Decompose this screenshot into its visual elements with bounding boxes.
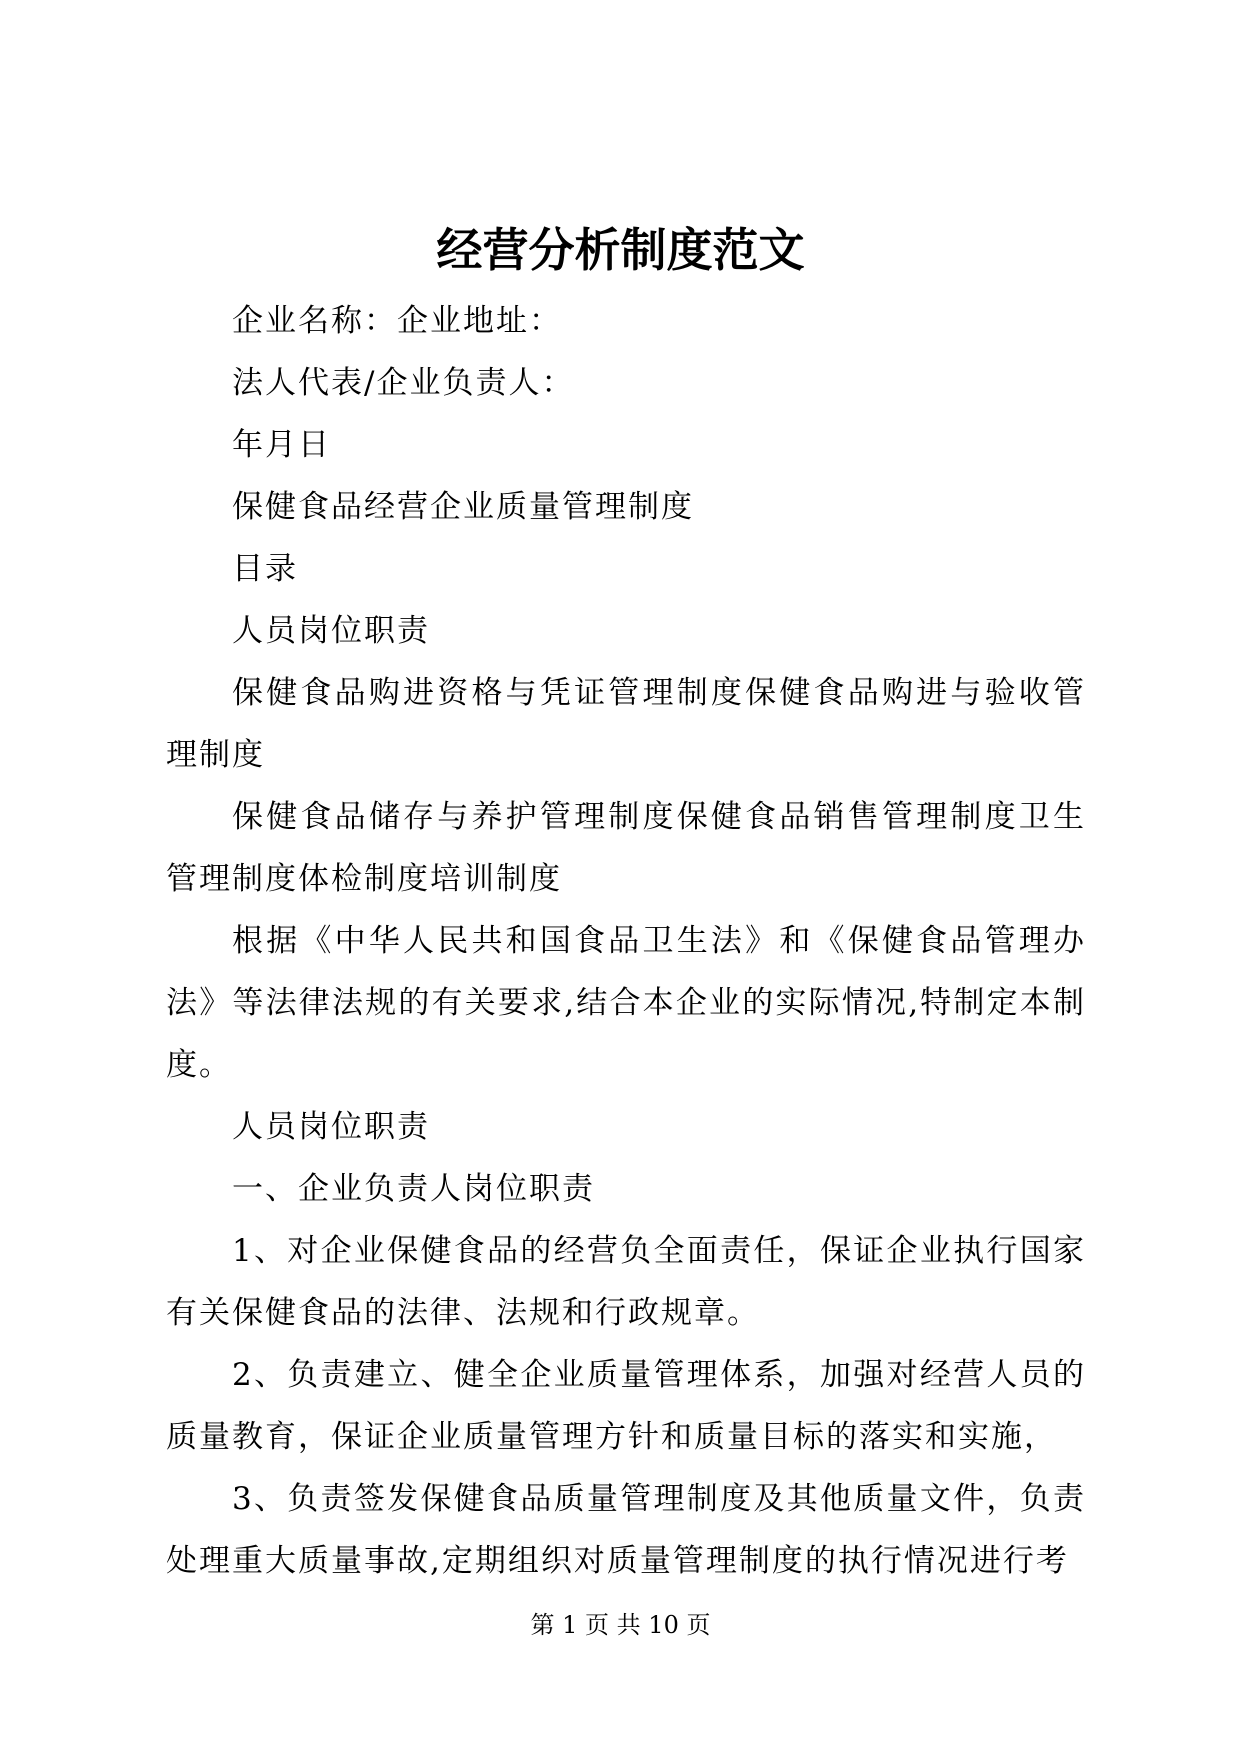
paragraph: 一、企业负责人岗位职责 <box>232 1171 595 1207</box>
paragraph: 3、负责签发保健食品质量管理制度及其他质量文件，负责处理重大质量事故,定期组织对质量管理制度的执行情况进行考 <box>166 1481 1086 1579</box>
document-body <box>166 290 1086 1592</box>
paragraph: 根据《中华人民共和国食品卫生法》和《保健食品管理办法》等法律法规的有关要求,结合本企业的实际情况,特制定本制度。 <box>166 923 1086 1083</box>
paragraph: 1、对企业保健食品的经营负全面责任，保证企业执行国家有关保健食品的法律、法规和行政规章。 <box>166 1233 1086 1331</box>
paragraph: 保健食品经营企业质量管理制度 <box>232 489 694 525</box>
paragraph: 人员岗位职责 <box>232 1109 430 1145</box>
paragraph: 保健食品购进资格与凭证管理制度保健食品购进与验收管理制度 <box>166 675 1086 773</box>
paragraph: 保健食品储存与养护管理制度保健食品销售管理制度卫生管理制度体检制度培训制度 <box>166 799 1086 897</box>
document-title: 经营分析制度范文 <box>436 223 805 277</box>
page-footer: 第 1 页 共 10 页 <box>530 1611 711 1639</box>
paragraph: 人员岗位职责 <box>232 613 430 649</box>
paragraph: 年月日 <box>232 427 331 463</box>
paragraph: 法人代表/企业负责人： <box>232 365 575 401</box>
paragraph: 企业名称：企业地址： <box>232 303 562 339</box>
paragraph: 目录 <box>232 551 298 587</box>
paragraph: 2、负责建立、健全企业质量管理体系，加强对经营人员的质量教育，保证企业质量管理方针和质量目标的落实和实施， <box>166 1357 1086 1455</box>
